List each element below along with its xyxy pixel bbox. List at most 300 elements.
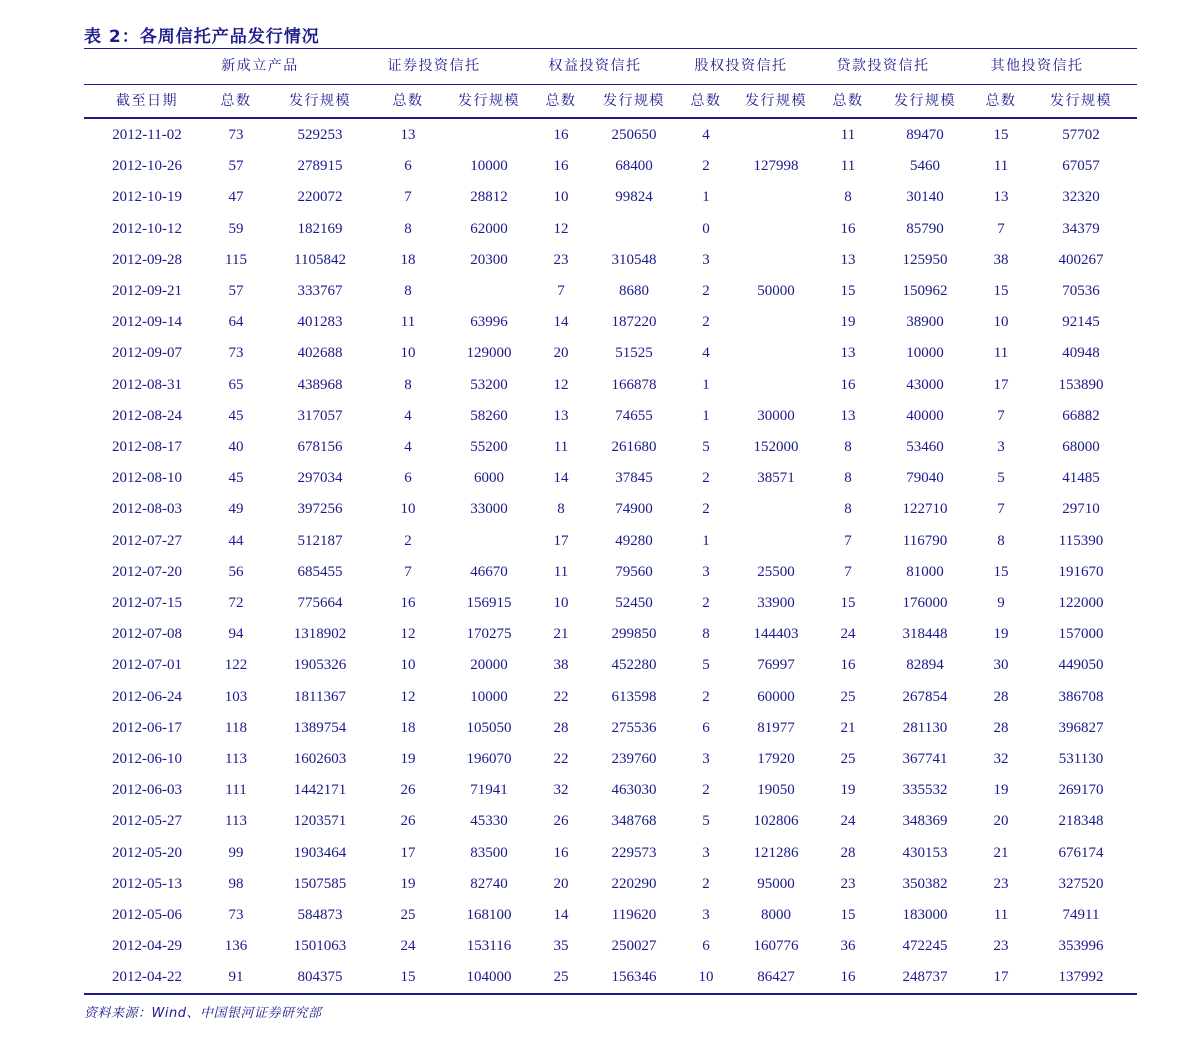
column-header-amount: 发行规模	[1050, 93, 1112, 109]
table-cell: 269170	[1058, 782, 1104, 799]
table-cell: 11	[553, 439, 569, 455]
table-cell: 3	[702, 251, 710, 268]
table-cell: 160776	[753, 938, 799, 955]
group-header: 权益投资信托	[548, 58, 642, 74]
table-cell: 46670	[470, 563, 508, 580]
table-cell: 144403	[753, 626, 799, 643]
table-cell: 73	[228, 127, 244, 143]
row-date-cell: 2012-10-26	[112, 158, 182, 175]
table-cell: 1318902	[293, 626, 347, 643]
table-cell: 104000	[466, 969, 512, 986]
table-cell: 1203571	[293, 813, 347, 830]
table-cell: 150962	[902, 283, 948, 299]
table-cell: 1105842	[294, 251, 346, 268]
table-cell: 11	[993, 345, 1009, 362]
table-cell: 2	[702, 688, 710, 705]
table-cell: 220290	[611, 875, 657, 892]
table-cell: 7	[404, 563, 412, 580]
table-cell: 113	[225, 751, 247, 767]
table-cell: 102806	[753, 813, 799, 830]
table-cell: 2	[702, 470, 710, 487]
table-cell: 5460	[910, 158, 940, 175]
table-cell: 74911	[1062, 907, 1100, 923]
table-cell: 350382	[902, 875, 948, 892]
table-cell: 472245	[902, 938, 948, 955]
table-cell: 248737	[902, 969, 948, 986]
column-header-count: 总数	[220, 93, 252, 109]
table-cell: 3	[702, 907, 710, 923]
table-cell: 38900	[906, 314, 944, 331]
table-cell: 402688	[297, 345, 343, 362]
column-header-count: 总数	[832, 93, 864, 109]
table-cell: 1	[702, 376, 710, 393]
table-cell: 261680	[611, 439, 657, 455]
table-cell: 4	[702, 127, 710, 143]
row-date-cell: 2012-07-15	[112, 595, 182, 611]
table-cell: 5	[702, 439, 710, 455]
table-cell: 676174	[1058, 844, 1104, 861]
table-cell: 153890	[1058, 376, 1104, 393]
table-cell: 62000	[470, 220, 508, 237]
table-cell: 13	[840, 407, 856, 424]
table-cell: 122710	[902, 501, 948, 518]
table-cell: 103	[224, 688, 248, 705]
table-cell: 60000	[757, 688, 795, 705]
table-cell: 19	[400, 875, 416, 892]
table-cell: 1389754	[293, 719, 347, 736]
table-cell: 8680	[619, 283, 649, 299]
table-cell: 16	[840, 376, 856, 393]
row-date-cell: 2012-08-10	[112, 470, 182, 487]
table-cell: 7	[844, 563, 852, 580]
table-cell: 396827	[1058, 719, 1104, 736]
table-cell: 85790	[906, 220, 944, 237]
table-cell: 15	[400, 969, 416, 986]
table-cell: 79560	[615, 563, 653, 580]
table-cell: 2	[702, 314, 710, 331]
table-cell: 7	[997, 407, 1005, 424]
table-cell: 59	[228, 220, 244, 237]
table-cell: 8	[404, 220, 412, 237]
table-cell: 7	[997, 501, 1005, 518]
table-cell: 156915	[466, 595, 512, 611]
row-date-cell: 2012-08-24	[112, 407, 182, 424]
table-cell: 16	[400, 595, 416, 611]
table-cell: 348768	[611, 813, 657, 830]
table-cell: 111	[225, 782, 247, 799]
table-cell: 121286	[753, 844, 799, 861]
table-cell: 119620	[611, 907, 657, 923]
table-cell: 8	[997, 532, 1005, 549]
column-header-amount: 发行规模	[745, 93, 807, 109]
table-cell: 41485	[1062, 470, 1100, 487]
table-cell: 18	[400, 251, 416, 268]
table-cell: 32	[993, 751, 1009, 767]
table-cell: 12	[553, 376, 569, 393]
table-cell: 17	[400, 844, 416, 861]
table-cell: 16	[840, 220, 856, 237]
table-cell: 13	[993, 189, 1009, 206]
table-cell: 367741	[902, 751, 948, 767]
table-cell: 1905326	[293, 657, 347, 674]
table-cell: 0	[702, 220, 710, 237]
table-cell: 45330	[470, 813, 508, 830]
table-cell: 23	[840, 875, 856, 892]
table-cell: 34379	[1062, 220, 1100, 237]
table-cell: 19	[840, 314, 856, 331]
table-cell: 23	[553, 251, 569, 268]
table-cell: 40	[228, 439, 244, 455]
table-cell: 386708	[1058, 688, 1104, 705]
table-cell: 8	[404, 376, 412, 393]
table-cell: 127998	[753, 158, 799, 175]
table-cell: 16	[553, 158, 569, 175]
table-cell: 5	[702, 813, 710, 830]
table-cell: 8	[844, 189, 852, 206]
table-cell: 348369	[902, 813, 948, 830]
table-cell: 156346	[611, 969, 657, 986]
table-cell: 73	[228, 345, 244, 362]
table-cell: 33000	[470, 501, 508, 518]
table-cell: 1602603	[293, 751, 347, 767]
table-cell: 3	[702, 563, 710, 580]
table-cell: 122000	[1058, 595, 1104, 611]
table-cell: 50000	[757, 283, 795, 299]
table-cell: 13	[840, 345, 856, 362]
table-cell: 115	[225, 251, 247, 268]
table-cell: 43000	[906, 376, 944, 393]
table-cell: 15	[840, 595, 856, 611]
table-cell: 113	[225, 813, 247, 830]
table-cell: 82894	[906, 657, 944, 674]
column-header-amount: 发行规模	[894, 93, 956, 109]
table-cell: 45	[228, 407, 244, 424]
table-cell: 11	[553, 563, 569, 580]
table-top-rule	[84, 48, 1137, 49]
table-cell: 449050	[1058, 657, 1104, 674]
table-cell: 72	[228, 595, 244, 611]
table-cell: 115390	[1058, 532, 1104, 549]
column-header-count: 总数	[985, 93, 1017, 109]
table-cell: 105050	[466, 719, 512, 736]
table-cell: 10000	[906, 345, 944, 362]
table-cell: 20	[993, 813, 1009, 830]
group-header: 证券投资信托	[387, 58, 481, 74]
table-cell: 28	[993, 688, 1009, 705]
table-cell: 2	[702, 595, 710, 611]
table-cell: 17	[553, 532, 569, 549]
table-cell: 26	[400, 782, 416, 799]
table-cell: 13	[840, 251, 856, 268]
table-cell: 152000	[753, 439, 799, 455]
table-cell: 5	[702, 657, 710, 674]
table-cell: 10	[400, 657, 416, 674]
table-cell: 28	[553, 719, 569, 736]
table-cell: 438968	[297, 376, 343, 393]
table-cell: 92145	[1062, 314, 1100, 331]
row-date-cell: 2012-10-12	[112, 220, 182, 237]
table-cell: 82740	[470, 875, 508, 892]
table-cell: 57	[228, 283, 244, 299]
table-cell: 11	[840, 158, 856, 175]
group-header: 股权投资信托	[694, 58, 788, 74]
table-cell: 512187	[297, 532, 343, 549]
table-cell: 56	[228, 563, 244, 580]
table-cell: 94	[228, 626, 244, 643]
table-cell: 333767	[297, 283, 343, 299]
table-cell: 125950	[902, 251, 948, 268]
table-cell: 81977	[757, 719, 795, 736]
table-cell: 14	[553, 907, 569, 923]
table-cell: 1903464	[293, 844, 347, 861]
table-cell: 32320	[1062, 189, 1100, 206]
table-cell: 17	[993, 376, 1009, 393]
table-cell: 24	[840, 813, 856, 830]
row-date-cell: 2012-06-03	[112, 782, 182, 799]
table-cell: 30140	[906, 189, 944, 206]
row-date-cell: 2012-05-13	[112, 875, 182, 892]
table-cell: 10	[553, 189, 569, 206]
table-cell: 250650	[611, 127, 657, 143]
table-cell: 98	[228, 875, 244, 892]
table-cell: 353996	[1058, 938, 1104, 955]
table-cell: 401283	[297, 314, 343, 331]
table-cell: 64	[228, 314, 244, 331]
table-cell: 16	[840, 657, 856, 674]
table-cell: 10000	[470, 158, 508, 175]
table-cell: 79040	[906, 470, 944, 487]
table-cell: 8	[404, 283, 412, 299]
table-cell: 28	[840, 844, 856, 861]
table-cell: 7	[557, 283, 565, 299]
table-cell: 1507585	[293, 875, 347, 892]
row-date-cell: 2012-05-06	[112, 907, 182, 923]
table-cell: 57	[228, 158, 244, 175]
table-cell: 30000	[757, 407, 795, 424]
table-cell: 16	[840, 969, 856, 986]
row-date-cell: 2012-11-02	[112, 127, 182, 143]
table-cell: 13	[400, 127, 416, 143]
table-cell: 10	[400, 345, 416, 362]
table-cell: 5	[997, 470, 1005, 487]
table-cell: 278915	[297, 158, 343, 175]
table-cell: 14	[553, 470, 569, 487]
table-cell: 12	[400, 626, 416, 643]
table-cell: 19	[400, 751, 416, 767]
table-cell: 25	[553, 969, 569, 986]
table-cell: 196070	[466, 751, 512, 767]
table-cell: 3	[702, 844, 710, 861]
table-cell: 400267	[1058, 251, 1104, 268]
table-cell: 678156	[297, 439, 343, 455]
table-cell: 83500	[470, 844, 508, 861]
table-cell: 10000	[470, 688, 508, 705]
table-cell: 10	[993, 314, 1009, 331]
group-header: 贷款投资信托	[836, 58, 930, 74]
table-cell: 15	[993, 563, 1009, 580]
table-cell: 40000	[906, 407, 944, 424]
table-cell: 25500	[757, 563, 795, 580]
table-cell: 15	[840, 283, 856, 299]
table-cell: 15	[993, 127, 1009, 143]
table-cell: 20	[553, 875, 569, 892]
table-cell: 22	[553, 688, 569, 705]
table-cell: 16	[553, 127, 569, 143]
table-cell: 37845	[615, 470, 653, 487]
table-cell: 57702	[1062, 127, 1100, 143]
table-cell: 95000	[757, 875, 795, 892]
table-cell: 10	[553, 595, 569, 611]
table-cell: 73	[228, 907, 244, 923]
row-date-cell: 2012-07-01	[112, 657, 182, 674]
table-cell: 153116	[466, 938, 512, 955]
table-cell: 122	[224, 657, 248, 674]
row-date-cell: 2012-09-07	[112, 345, 182, 362]
table-cell: 8	[844, 439, 852, 455]
table-cell: 44	[228, 532, 244, 549]
table-cell: 463030	[611, 782, 657, 799]
table-cell: 1	[702, 189, 710, 206]
table-cell: 317057	[297, 407, 343, 424]
group-header-rule	[84, 84, 1137, 85]
table-cell: 2	[702, 875, 710, 892]
table-cell: 8	[702, 626, 710, 643]
table-cell: 2	[404, 532, 412, 549]
table-cell: 66882	[1062, 407, 1100, 424]
row-date-cell: 2012-10-19	[112, 189, 182, 206]
table-cell: 15	[993, 283, 1009, 299]
table-cell: 7	[404, 189, 412, 206]
table-cell: 136	[224, 938, 248, 955]
table-cell: 21	[840, 719, 856, 736]
table-cell: 10	[698, 969, 714, 986]
table-cell: 53460	[906, 439, 944, 455]
table-cell: 49	[228, 501, 244, 518]
table-title: 表 2：各周信托产品发行情况	[84, 27, 320, 47]
table-cell: 11	[993, 907, 1009, 923]
table-cell: 26	[400, 813, 416, 830]
table-cell: 3	[997, 439, 1005, 455]
table-cell: 8000	[761, 907, 791, 923]
group-header: 其他投资信托	[990, 58, 1084, 74]
table-cell: 170275	[466, 626, 512, 643]
group-header: 新成立产品	[221, 58, 299, 74]
table-cell: 531130	[1058, 751, 1104, 767]
table-cell: 63996	[470, 314, 508, 331]
row-date-cell: 2012-09-14	[112, 314, 182, 331]
table-cell: 20000	[470, 657, 508, 674]
table-cell: 250027	[611, 938, 657, 955]
table-cell: 804375	[297, 969, 343, 986]
table-cell: 67057	[1062, 158, 1100, 175]
column-header-count: 总数	[392, 93, 424, 109]
table-cell: 25	[400, 907, 416, 923]
table-cell: 74655	[615, 407, 653, 424]
table-cell: 74900	[615, 501, 653, 518]
table-cell: 17920	[757, 751, 795, 767]
table-cell: 32	[553, 782, 569, 799]
row-date-cell: 2012-06-17	[112, 719, 182, 736]
table-cell: 24	[400, 938, 416, 955]
table-cell: 1	[702, 407, 710, 424]
row-date-cell: 2012-08-31	[112, 376, 182, 393]
row-date-cell: 2012-06-24	[112, 688, 182, 705]
table-cell: 220072	[297, 189, 343, 206]
table-cell: 19	[840, 782, 856, 799]
table-cell: 3	[702, 751, 710, 767]
table-cell: 1811367	[294, 688, 346, 705]
table-cell: 6	[404, 470, 412, 487]
table-cell: 91	[228, 969, 244, 986]
table-cell: 53200	[470, 376, 508, 393]
table-cell: 275536	[611, 719, 657, 736]
table-cell: 68400	[615, 158, 653, 175]
column-header-amount: 发行规模	[603, 93, 665, 109]
table-cell: 55200	[470, 439, 508, 455]
table-cell: 116790	[902, 532, 948, 549]
table-cell: 2	[702, 283, 710, 299]
table-cell: 38	[993, 251, 1009, 268]
table-cell: 19050	[757, 782, 795, 799]
table-cell: 182169	[297, 220, 343, 237]
table-cell: 310548	[611, 251, 657, 268]
table-cell: 6000	[474, 470, 504, 487]
row-date-cell: 2012-09-21	[112, 283, 182, 299]
table-cell: 25	[840, 688, 856, 705]
table-cell: 28	[993, 719, 1009, 736]
table-cell: 452280	[611, 657, 657, 674]
table-cell: 13	[553, 407, 569, 424]
table-cell: 18	[400, 719, 416, 736]
table-cell: 11	[400, 314, 416, 331]
table-cell: 584873	[297, 907, 343, 923]
column-header-rule	[84, 117, 1137, 119]
table-cell: 89470	[906, 127, 944, 143]
table-cell: 430153	[902, 844, 948, 861]
table-cell: 70536	[1062, 283, 1100, 299]
table-cell: 613598	[611, 688, 657, 705]
table-cell: 47	[228, 189, 244, 206]
table-cell: 45	[228, 470, 244, 487]
table-cell: 6	[404, 158, 412, 175]
table-cell: 25	[840, 751, 856, 767]
table-cell: 157000	[1058, 626, 1104, 643]
row-date-cell: 2012-04-22	[112, 969, 182, 986]
table-cell: 29710	[1062, 501, 1100, 518]
table-cell: 137992	[1058, 969, 1104, 986]
table-cell: 24	[840, 626, 856, 643]
table-cell: 218348	[1058, 813, 1104, 830]
table-cell: 15	[840, 907, 856, 923]
table-cell: 299850	[611, 626, 657, 643]
table-cell: 40948	[1062, 345, 1100, 362]
table-cell: 9	[997, 595, 1005, 611]
table-cell: 529253	[297, 127, 343, 143]
table-cell: 16	[553, 844, 569, 861]
table-cell: 38	[553, 657, 569, 674]
table-cell: 775664	[297, 595, 343, 611]
row-date-cell: 2012-04-29	[112, 938, 182, 955]
table-cell: 297034	[297, 470, 343, 487]
table-cell: 14	[553, 314, 569, 331]
table-cell: 11	[993, 158, 1009, 175]
table-cell: 1	[702, 532, 710, 549]
table-cell: 12	[400, 688, 416, 705]
table-cell: 33900	[757, 595, 795, 611]
row-date-cell: 2012-06-10	[112, 751, 182, 767]
table-cell: 7	[997, 220, 1005, 237]
table-cell: 35	[553, 938, 569, 955]
